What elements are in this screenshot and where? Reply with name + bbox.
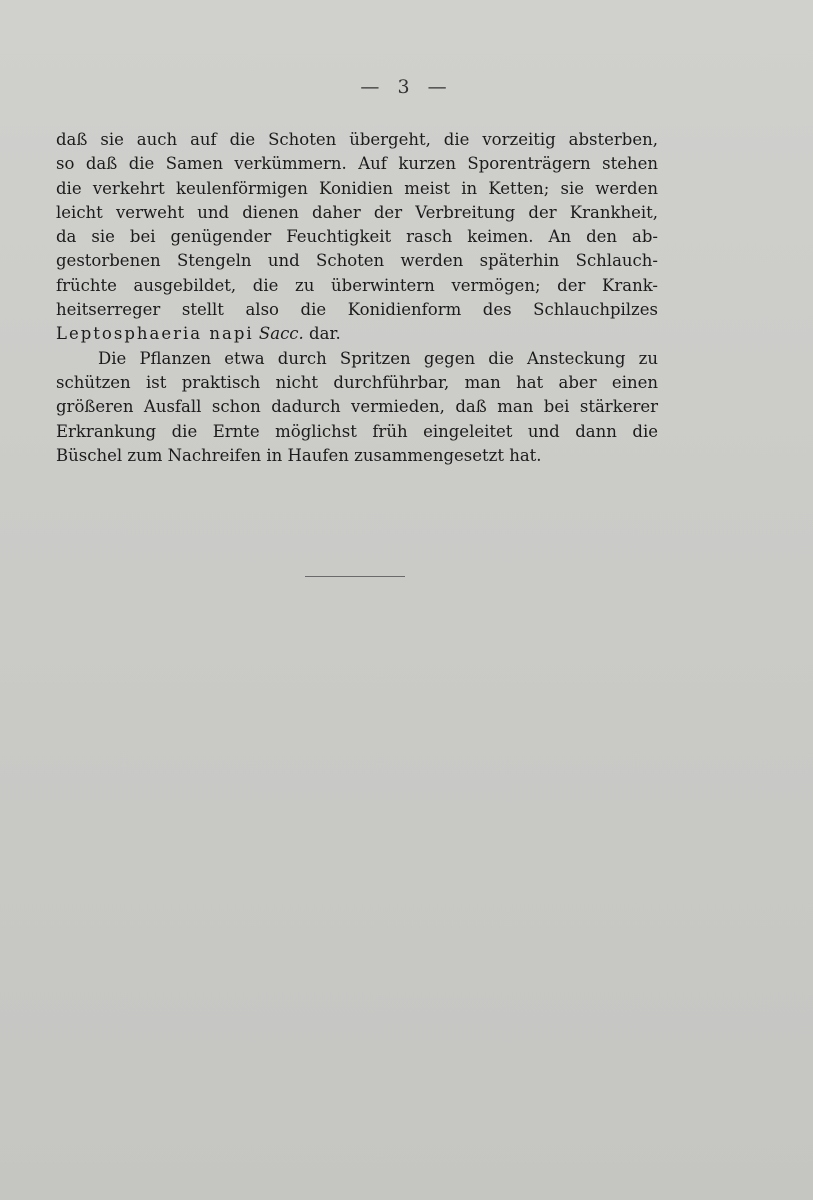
end-rule: [305, 576, 405, 577]
text-line: schützen ist praktisch nicht durchführbar, man hat aber einen: [56, 372, 658, 392]
text-line: leicht verweht und dienen daher der Verbreitung der Krankheit,: [56, 202, 658, 222]
text-line: so daß die Samen verkümmern. Auf kurzen Sporenträgern stehen: [56, 154, 658, 174]
text-line: größeren Ausfall schon dadurch vermieden, daß man bei stärkerer: [56, 397, 658, 417]
species-author: Sacc.: [258, 324, 304, 344]
text-line: die verkehrt keulenförmigen Konidien meist in Ketten; sie werden: [56, 178, 658, 198]
species-name: Leptosphaeria napi: [56, 324, 254, 344]
text-line: gestorbenen Stengeln und Schoten werden späterhin Schlauch-: [56, 251, 658, 271]
text-line: heitserreger stellt also die Konidienform des Schlauchpilzes: [56, 300, 658, 320]
text-line: daß sie auch auf die Schoten übergeht, die vorzeitig absterben,: [56, 130, 658, 149]
text-line: Büschel zum Nachreifen in Haufen zusammengesetzt hat.: [56, 445, 542, 465]
body-text: [56, 128, 658, 468]
page-number: — 3 —: [360, 76, 453, 98]
text-line: früchte ausgebildet, die zu überwintern vermögen; der Krank-: [56, 275, 658, 295]
text-line: Die Pflanzen etwa durch Spritzen gegen die Ansteckung zu: [98, 348, 658, 368]
paragraph-2: [56, 347, 658, 468]
line-ending: dar.: [309, 324, 341, 344]
text-line: [56, 322, 658, 346]
text-line: da sie bei genügender Feuchtigkeit rasch keimen. An den ab-: [56, 227, 658, 247]
text-line: Erkrankung die Ernte möglichst früh eingeleitet und dann die: [56, 421, 658, 441]
paragraph-1: [56, 128, 658, 347]
